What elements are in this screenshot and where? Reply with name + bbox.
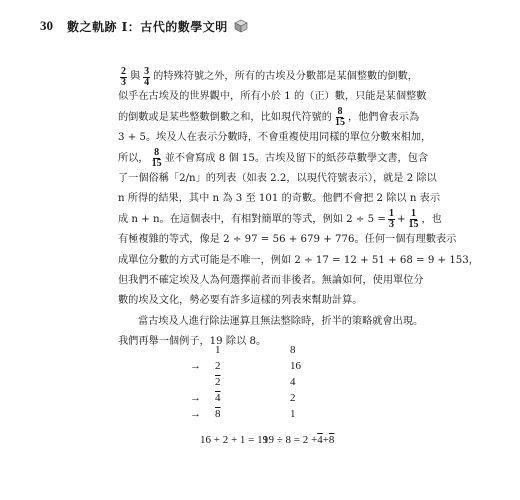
text-line: 我們再舉一個例子，19 除以 8。: [118, 336, 267, 348]
text-line: $\frac{2}{3}$ 與 $\frac{3}{4}$ 的特殊符號之外，所有的古埃及分數都是某個整數的倒數，: [121, 65, 418, 88]
text-line: n 所得的結果，其中 n 為 3 至 101 的奇數。他們不會把 2 除以 n 表示: [118, 193, 441, 205]
calc-row: → 8: [190, 408, 221, 420]
text-line: 成單位分數的方式可能是不唯一，例如 2 ÷ 17 = 12 + 51 + 68 = 9 + 153，: [118, 254, 479, 266]
text-line: 有極複雜的等式，像是 2 ÷ 97 = 56 + 679 + 776。任何一個有理數表示: [118, 234, 457, 246]
running-title: 數之軌跡 I：古代的數學文明: [67, 19, 228, 34]
text-line: 成 n + n。在這個表中，有相對簡單的等式，例如 2 ÷ 5 = $\frac{1}{3}$ + $\frac{1}{15}$ ，也: [118, 208, 442, 231]
calc-row: 2: [290, 392, 296, 404]
calc-left-column: [190, 342, 270, 422]
text-line: 的倒數或是某些整數倒數之和，比如現代符號的 $\frac{8}{15}$ ，他們會表示為: [118, 106, 420, 129]
text-line: 了一個俗稱「2/n」的列表（如表 2.2，以現代符號表示），就是 2 除以: [118, 172, 437, 184]
calc-sum-right: 19 ÷ 8 = 2 +4+8: [263, 434, 335, 446]
calc-sum-left: 16 + 2 + 1 = 19: [200, 434, 269, 446]
calc-row: 1: [290, 408, 296, 420]
text-line: 當古埃及人進行除法運算且無法整除時，折半的策略就會出現。: [138, 315, 424, 327]
calc-row: 1: [215, 344, 221, 356]
text-line: 3 + 5。埃及人在表示分數時，不會重複使用同樣的單位分數來相加，: [118, 132, 432, 144]
inline-fraction: $\frac{8}{15}$: [334, 106, 345, 129]
inline-fraction: $\frac{1}{3}$: [388, 208, 394, 231]
inline-fraction: $\frac{1}{15}$: [408, 208, 419, 231]
calc-row: 2: [215, 376, 221, 388]
main-text: [118, 65, 479, 352]
calc-right-column: [262, 342, 362, 422]
calc-row: → 2: [190, 360, 221, 372]
page-number: 30: [40, 18, 53, 33]
page-header: [40, 15, 248, 37]
arrow-icon: →: [190, 360, 201, 372]
arrow-icon: →: [190, 408, 201, 420]
inline-fraction: $\frac{8}{15}$: [151, 147, 162, 170]
calc-row: → 4: [190, 392, 221, 404]
text-line: 似乎在古埃及的世界觀中，所有小於 1 的（正）數，只能是某個整數: [118, 91, 427, 103]
text-line: 所以， $\frac{8}{15}$ 並不會寫成 8 個 15。古埃及留下的紙莎草數學文書，包含: [118, 147, 429, 170]
calc-row: 8: [290, 344, 296, 356]
text-line: 數的埃及文化，勢必要有許多這樣的列表來幫助計算。: [118, 295, 363, 307]
cube-icon: [234, 19, 248, 33]
arrow-icon: →: [190, 392, 201, 404]
calc-row: 4: [290, 376, 296, 388]
inline-fraction: $\frac{3}{4}$: [144, 65, 150, 88]
text-line: 但我們不確定埃及人為何選擇前者而非後者。無論如何，使用單位分: [118, 274, 424, 286]
calc-row: 16: [290, 360, 301, 372]
inline-fraction: $\frac{2}{3}$: [121, 65, 126, 88]
